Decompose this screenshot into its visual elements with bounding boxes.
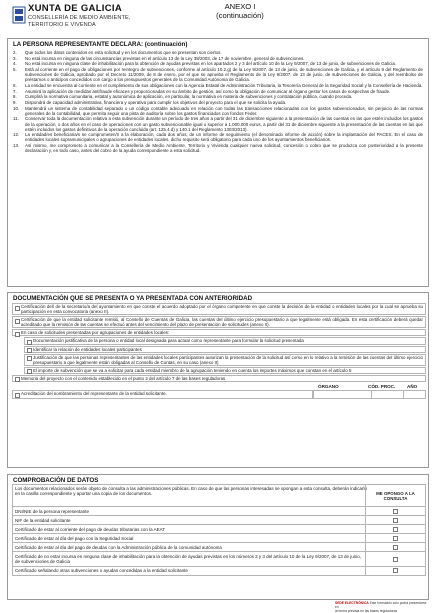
declaration-item [13,143,423,153]
doc-checkbox[interactable] [15,319,20,324]
declaration-text: Dispondrá de capacidad administrativa, financiera y operativa para cumplir los objetivos del proyecto para el que se solicita la ayuda. [25,100,287,105]
data-check-row [12,552,426,566]
declaration-number: 2. [13,50,17,55]
declaration-number: 9. [13,100,17,105]
declaration-text: Mantendrá un sistema de contabilidad separado o un código contable adecuado en relación con todas las transacciones relacionadas con los gastos subvencionados, sin perjuicio de las normas generales de la contabilidad, que permita seguir una pista de auditoría sobre los gastos financiados con fondos Feder. [25,105,423,116]
opposition-cell [365,552,425,565]
opposition-checkbox[interactable] [393,518,398,523]
data-check-rows [12,507,426,576]
opposition-cell [365,525,425,533]
footer-line-1: Este formulario solo podrá presentarse en [335,601,427,609]
declaration-item [13,106,423,116]
declaration-number: 6. [13,82,17,88]
data-check-intro: Los documentos relacionados serán objeto de consulta a las administraciones públicas. En caso de que las personas interesadas se opongan a esta consulta, deberán indicarlo en la casilla correspondiente y aportar una copia de los documentos. [15,486,367,497]
declaration-item [13,61,423,66]
data-check-row [12,507,426,516]
department-line-2: TERRITORIO E VIVENDA [28,22,96,29]
declaration-item [13,50,423,55]
data-check-label: Certificado de estar al día del pago con la Seguridad Social [15,535,134,541]
declaration-item [13,100,423,105]
col-anio: AÑO [407,384,418,390]
declaration-text: No está incursa en ninguna de las circunstancias previstas en el artículo 13 de la Ley 38/2003, de 17 de noviembre, general de subvenciones. [25,55,305,61]
declaration-text: Asumirá la aplicación de medidas antifraude eficaces y proporcionadas en su ámbito de gestión, así como la obligación de comunicar al órgano gestor los casos de sospechas de fraude. [25,88,391,94]
declaration-number: 5. [13,67,17,73]
declaration-number: 3. [13,55,17,61]
opposition-cell [365,567,425,575]
declaration-text: La entidad/es beneficiaria/s se comprometen/n a la elaboración, cada dos años, de un informe de seguimiento (el denominado informe de acción) sobre la implantación del PACES. En el caso de entidades locales supramunicipales o agrupaciones de entidades locales, dicho requisito será obligatorio para cada uno de los ayuntamientos beneficiarios. [25,132,423,143]
declaration-item [13,89,423,94]
opposition-cell [365,534,425,542]
doc-row-certificacion-cuentas: Certificación de que la entidad solicitante remitió, al Consello de Cuentas de Galicia, las cuentas del último ejercicio presupuestario a que legalmente está obligada. En esta certificación deberá quedar acreditado que la remisión de las cuentas se efectuó antes del vencimiento del plazo de presentación de solicitudes (anexo II). [12,316,426,328]
declaration-item [13,67,423,82]
department-line-1: CONSELLERÍA DE MEDIO AMBIENTE, [28,15,131,21]
opposition-cell [365,516,425,524]
doc-subrow-importe: El importe de subvención que se va a solicitar para cada entidad miembro de la agrupación teniendo en cuenta los importes máximos que constan en el artículo 5 [24,367,426,374]
xunta-shield-icon [12,6,26,24]
anio-field[interactable] [403,391,425,398]
declaration-item [13,94,423,99]
brand-block [28,3,168,28]
declaration-item [13,83,423,88]
organo-field[interactable] [313,391,371,398]
data-check-row [12,534,426,543]
opposition-header: ME OPONGO A LA CONSULTA [365,485,425,506]
declaration-text: Conservar toda la documentación relativa a esta subvención durante un período de tres años a partir del 31 de diciembre siguiente a la presentación de las cuentas en las que estén incluidos los gastos de la operación, o dos años en el caso de operaciones con un gasto subvencionable igual o superior a 1.000.000 euros, a partir del 31 de diciembre siguiente a la presentación de las cuentas en las que estén incluidos los gastos definitivos de la operación concluida (art. 125.4.d) y 140.1 del Reglamento 1303/2013). [25,116,423,132]
opposition-checkbox[interactable] [393,557,398,562]
doc-checkbox[interactable] [27,340,32,345]
data-check-row [12,543,426,552]
footer-note [335,602,431,613]
declaration-number: 7. [13,88,17,94]
declaration-text: Cumplirá la normativa comunitaria, estatal y autonómica de aplicación, en particular, la normativa en materia de subvenciones y contratación pública, cuando proceda. [25,94,353,100]
declaration-list [13,50,423,154]
declaration-text: Que todos los datos contenidos en esta solicitud y en los documentos que se presentan son ciertos. [25,50,222,55]
doc-subrow-relacion-entidades: Identificar la relación de entidades locales participantes [24,346,426,353]
declaration-section [7,38,429,287]
data-check-table [12,484,426,576]
anexo-title: ANEXO I [224,2,256,11]
doc-row-certificacion-secretario: Certificación del/ de la secretario/a del ayuntamiento en que conste el acuerdo adoptado por el órgano competente en que conste la decisión de la entidad o entidades locales por la cual se aprueba su participación en esta convocatoria (anexo II). [12,303,426,315]
opposition-checkbox[interactable] [393,568,398,573]
declaration-text: No está incursa en ninguna clase de inhabilitación para la obtención de ayudas previstas en los apartados 2 y 3 del artículo 10 de la Ley 9/2007, de 13 de junio, de subvenciones de Galicia. [25,61,397,67]
data-check-label: NIF de la entidad solicitante [15,517,71,523]
data-check-row [12,516,426,525]
declaration-number: 11. [13,116,19,122]
data-check-intro-row [12,484,426,507]
declaration-item [13,116,423,131]
footer-line-2: la forma prevista en las bases reguladoras [335,608,398,613]
documentation-section [7,292,429,468]
prior-docs-header [12,383,426,390]
declaration-number: 12. [13,132,20,138]
documentation-list [12,303,426,400]
anexo-heading [190,3,290,20]
opposition-checkbox[interactable] [393,536,398,541]
data-check-label: Certificado señalando otras subvenciones o ayudas concedidas a la entidad solicitante [15,568,188,574]
doc-checkbox[interactable] [15,393,20,398]
doc-checkbox[interactable] [27,369,32,374]
documentation-title: DOCUMENTACIÓN QUE SE PRESENTA O YA PRESENTADA CON ANTERIORIDAD [13,295,253,302]
doc-row-acreditacion: Acreditación del nombramiento del representante de la entidad solicitante. [12,390,426,399]
data-check-title: COMPROBACIÓN DE DATOS [13,477,99,484]
declaration-text: Así mismo, me comprometo a comunicar a la Consellería de Medio Ambiente, Territorio y Vivienda cualquier nueva solicitud, concesión o cobro que se produzca con posterioridad a la presente declaración y, en todo caso, antes del cobro de la ayuda correspondiente a esta solicitud. [25,143,423,154]
cod-proc-field[interactable] [371,391,403,398]
opposition-cell [365,543,425,551]
opposition-checkbox[interactable] [393,527,398,532]
doc-row-agrupaciones: En caso de solicitudes presentadas por agrupaciones de entidades locales: [12,329,426,336]
doc-subrow-justificacion: Justificación de que las personas representantes de las entidades locales participantes autorizan la presentación de la solicitud así como en lo relativo a la remisión de las cuentas del último ejercicio presupuestario a que legalmente están obligadas al Consello de Contas, en su caso (anexo II) [24,354,426,366]
declaration-title: LA PERSONA REPRESENTANTE DECLARA: (continuación) [13,41,188,48]
doc-checkbox[interactable] [27,348,32,353]
declaration-item [13,56,423,61]
declaration-number: 13. [13,143,20,149]
brand-name: XUNTA DE GALICIA [28,3,122,14]
doc-checkbox[interactable] [27,356,32,361]
data-check-row [12,567,426,576]
declaration-text: La entidad se encuentra al corriente en el cumplimiento de sus obligaciones con la Agencia Estatal de Administración Tributaria, la Tesorería General de la Seguridad Social y la Consellería de Hacienda. [25,82,423,88]
data-check-label: DNI/NIE de la persona representante [15,508,90,514]
declaration-item [13,132,423,142]
data-check-label: Certificado de estar al corriente del pago de deudas tributarias con la AEAT [15,526,166,532]
data-check-row [12,525,426,534]
opposition-checkbox[interactable] [393,545,398,550]
data-check-label: Certificado de estar al día del pago de deudas con la Administración pública de la comunidad autónoma [15,544,222,550]
col-cod-proc: CÓD. PROC. [368,384,396,390]
declaration-number: 4. [13,61,17,67]
col-organo: ÓRGANO [318,384,339,390]
data-check-section [7,474,429,600]
opposition-cell [365,507,425,515]
doc-checkbox[interactable] [15,306,20,311]
declaration-text: Está al corriente en el pago de obligaciones por reintegro de subvenciones, conforme al artículo 10.2.g) de la Ley 9/2007, de 13 de junio, de subvenciones de Galicia, y el artículo 9 del Reglamento de subvenciones de Galicia, aprobado por el Decreto 11/2009, de 8 de enero, por el que se aprueba el Reglamento de la Ley 9/2007, de 13 de junio, de subvenciones de Galicia, y del reembolso de préstamos o anticipos concedidos con cargo a los presupuestos generales de la Comunidad Autónoma de Galicia. [25,67,423,83]
anexo-subtitle: (continuación) [216,10,264,20]
doc-subrow-representante: Documentación justificativa de la persona o entidad local designada para actuar como representante para formular la solicitud presentada [24,337,426,344]
data-check-label: Certificado de no estar incursa en ninguna clase de inhabilitación para la obtención de ayudas previstas en los números 2 y 3 del artículo 10 de la Ley 9/2007, de 13 de junio, de subvenciones de Galicia [15,553,361,565]
opposition-checkbox[interactable] [393,509,398,514]
doc-checkbox[interactable] [15,332,20,337]
declaration-number: 8. [13,94,17,100]
sede-brand: SEDE ELECTRÓNICA [335,601,369,605]
doc-row-memoria: Memoria del proyecto con el contenido establecido en el punto 2 del artículo 7 de las bases reguladoras [12,375,426,382]
doc-checkbox[interactable] [15,377,20,382]
declaration-number: 10. [13,105,20,111]
